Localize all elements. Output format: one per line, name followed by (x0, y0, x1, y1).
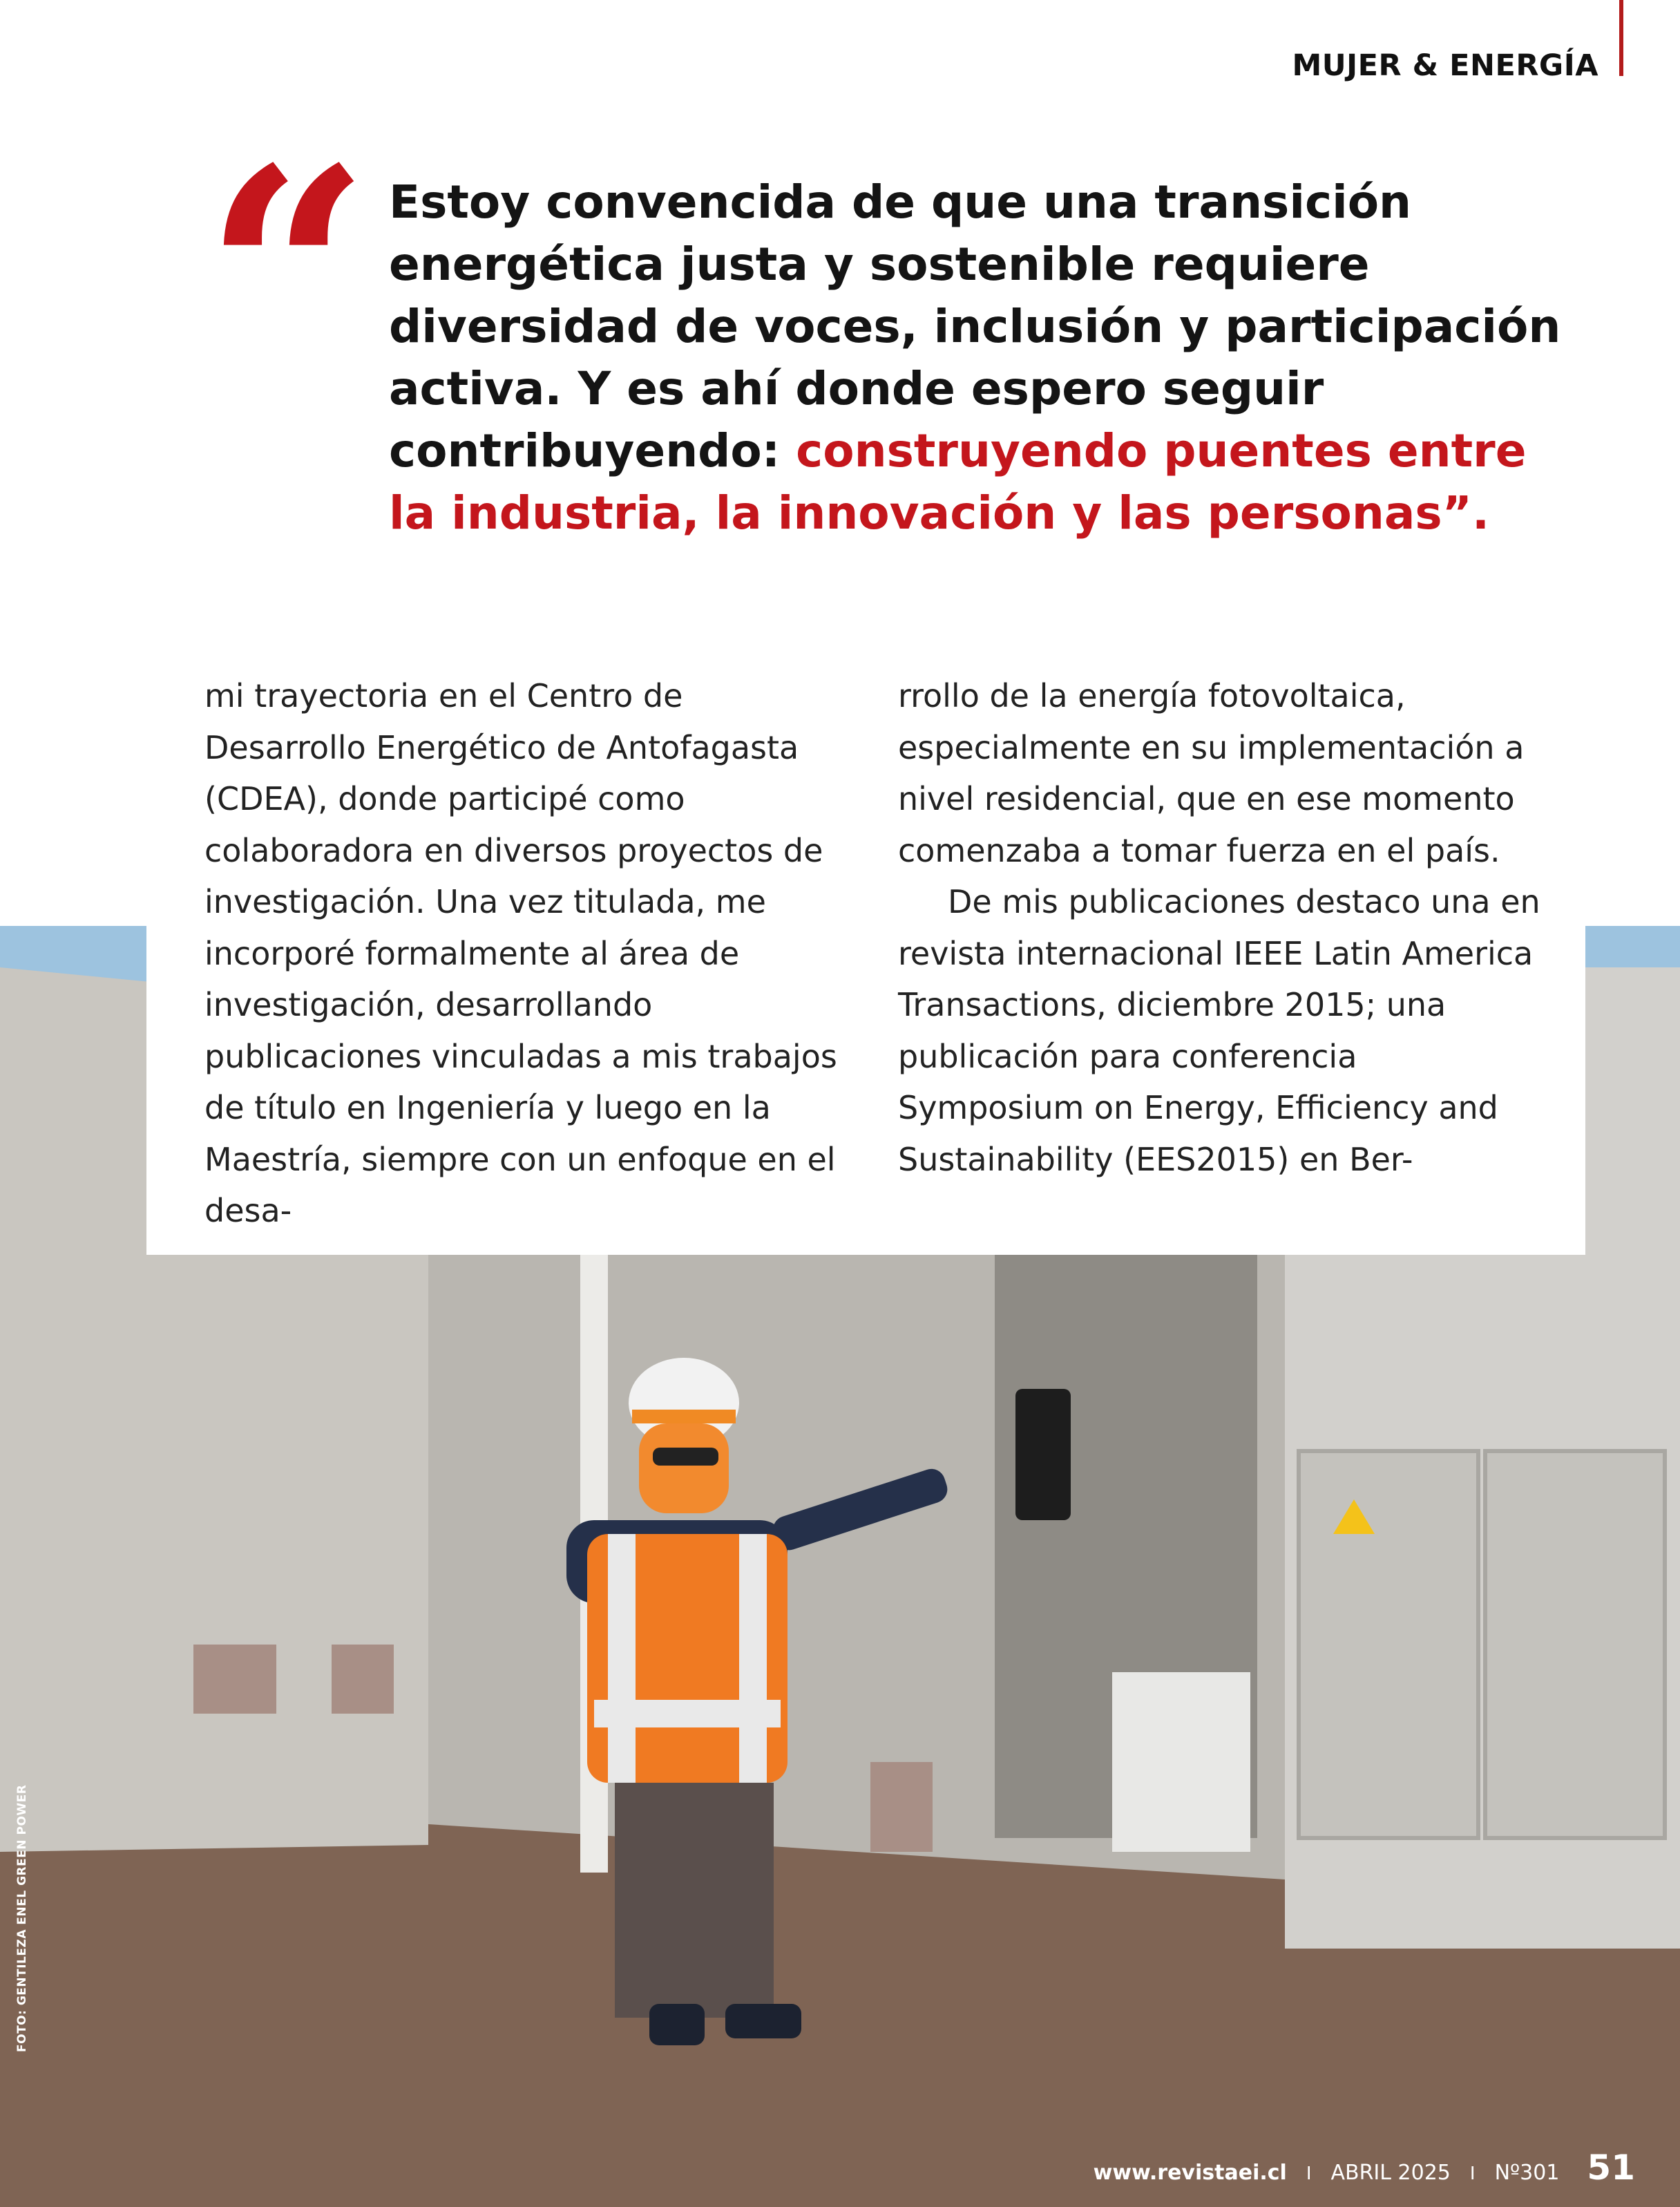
photo-credit: FOTO: GENTILEZA ENEL GREEN POWER (15, 1784, 29, 2052)
pull-quote-text: Estoy convencida de que una transición energética justa y sostenible requiere diversidad de voces, inclusión y participación activa. Y es ahí donde espero seguir contribuyendo: (389, 176, 1561, 477)
pull-quote-highlight: construyendo puentes entre la industria, la innovación y las personas”. (389, 424, 1527, 540)
body-column-left: mi trayectoria en el Centro de Desarrollo Energético de Antofagasta (CDEA), donde participé como colaboradora en diversos proyectos de investigación. Una vez titulada, me incorporé formalmente al área de investigación, desarrollando publicaciones vinculadas a mis trabajos de título en Ingeniería y luego en la Maestría, siempre con un enfoque en el desa- (204, 677, 837, 1229)
footer-issue: Nº301 (1494, 2161, 1560, 2185)
page-footer (1094, 2148, 1635, 2188)
footer-separator: I (1306, 2163, 1312, 2184)
body-column-right (898, 670, 1547, 1185)
page-number: 51 (1587, 2148, 1635, 2188)
section-title: MUJER & ENERGÍA (1292, 48, 1598, 83)
footer-date: ABRIL 2025 (1330, 2161, 1451, 2185)
body-paragraph: De mis publicaciones destaco una en revista internacional IEEE Latin America Transactions, diciembre 2015; una publicación para conferencia Symposium on Energy, Efficiency and Sustainability (EES2015) en Ber- (898, 883, 1540, 1178)
footer-separator: I (1469, 2163, 1476, 2184)
pull-quote (389, 171, 1563, 544)
section-accent-bar (1619, 0, 1623, 76)
footer-website[interactable]: www.revistaei.cl (1093, 2161, 1287, 2185)
quotation-mark-icon: “ (204, 106, 371, 446)
body-paragraph: rrollo de la energía fotovoltaica, especialmente en su implementación a nivel residencial, que en ese momento comenzaba a tomar fuerza en el país. (898, 677, 1525, 869)
